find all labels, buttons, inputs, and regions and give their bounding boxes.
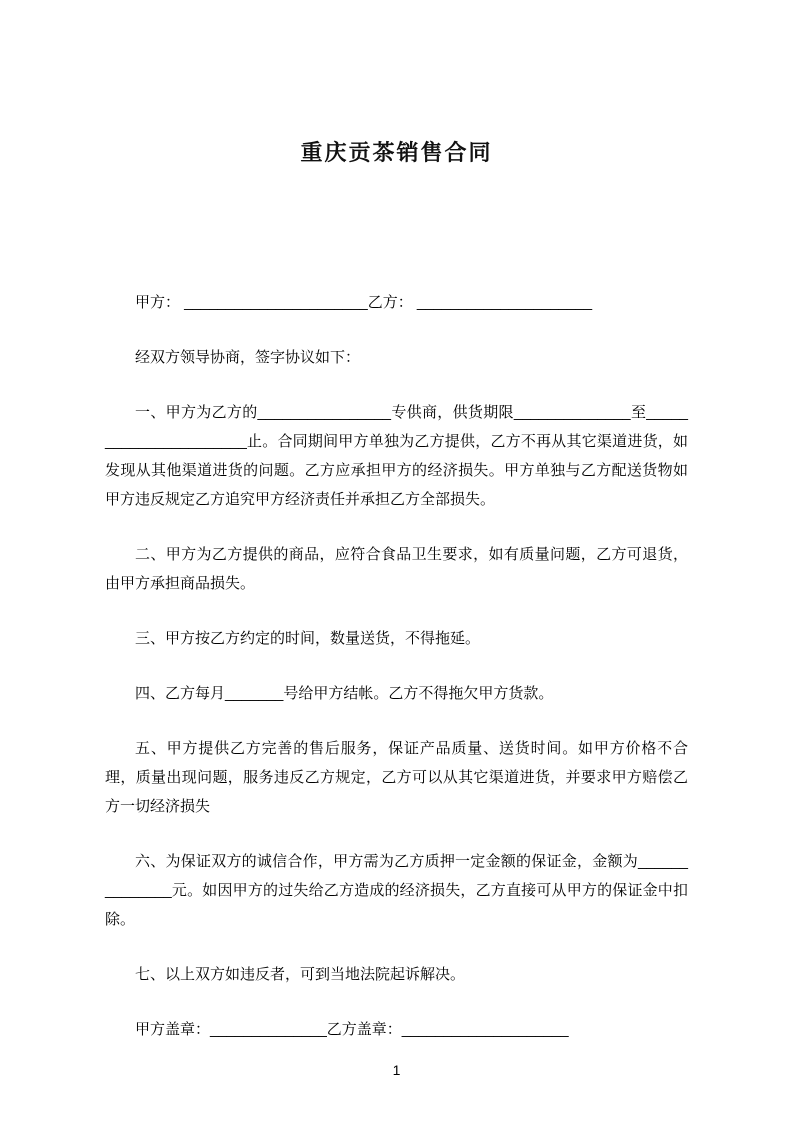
page-number: 1 — [392, 1062, 401, 1078]
clause-5: 五、甲方提供乙方完善的售后服务，保证产品质量、送货时间。如甲方价格不合理，质量出现问题，服务违反乙方规定，乙方可以从其它渠道进货，并要求甲方赔偿乙方一切经济损失 — [105, 740, 688, 815]
seal-fill-in-line: 甲方盖章：______________乙方盖章：____________________ — [135, 1021, 569, 1038]
party-fill-in-line: 甲方： ______________________乙方： _____________________ — [135, 294, 593, 311]
clause-2: 二、甲方为乙方提供的商品，应符合食品卫生要求，如有质量问题，乙方可退货，由甲方承担商品损失。 — [105, 546, 688, 592]
clause-4: 四、乙方每月_______号给甲方结帐。乙方不得拖欠甲方货款。 — [135, 685, 554, 702]
clause-7: 七、以上双方如违反者，可到当地法院起诉解决。 — [135, 966, 466, 983]
clause-1: 一、甲方为乙方的________________专供商，供货期限______________至______________________止。合同期间甲方单独为乙方提供，乙方不再从其它渠道进货，如发现从其他渠道进货的问题。乙方应承担甲方的经济损失。甲方单独与乙方配送货物如甲方违反规定乙方追究甲方经济责任并承担乙方全部损失。 — [105, 404, 688, 508]
clause-6: 六、为保证双方的诚信合作，甲方需为乙方质押一定金额的保证金，金额为______________元。如因甲方的过失给乙方造成的经济损失，乙方直接可从甲方的保证金中扣除。 — [105, 853, 688, 928]
document-title: 重庆贡茶销售合同 — [300, 140, 493, 165]
clause-3: 三、甲方按乙方约定的时间，数量送货，不得拖延。 — [135, 630, 481, 647]
intro-line: 经双方领导协商，签字协议如下： — [135, 349, 361, 366]
